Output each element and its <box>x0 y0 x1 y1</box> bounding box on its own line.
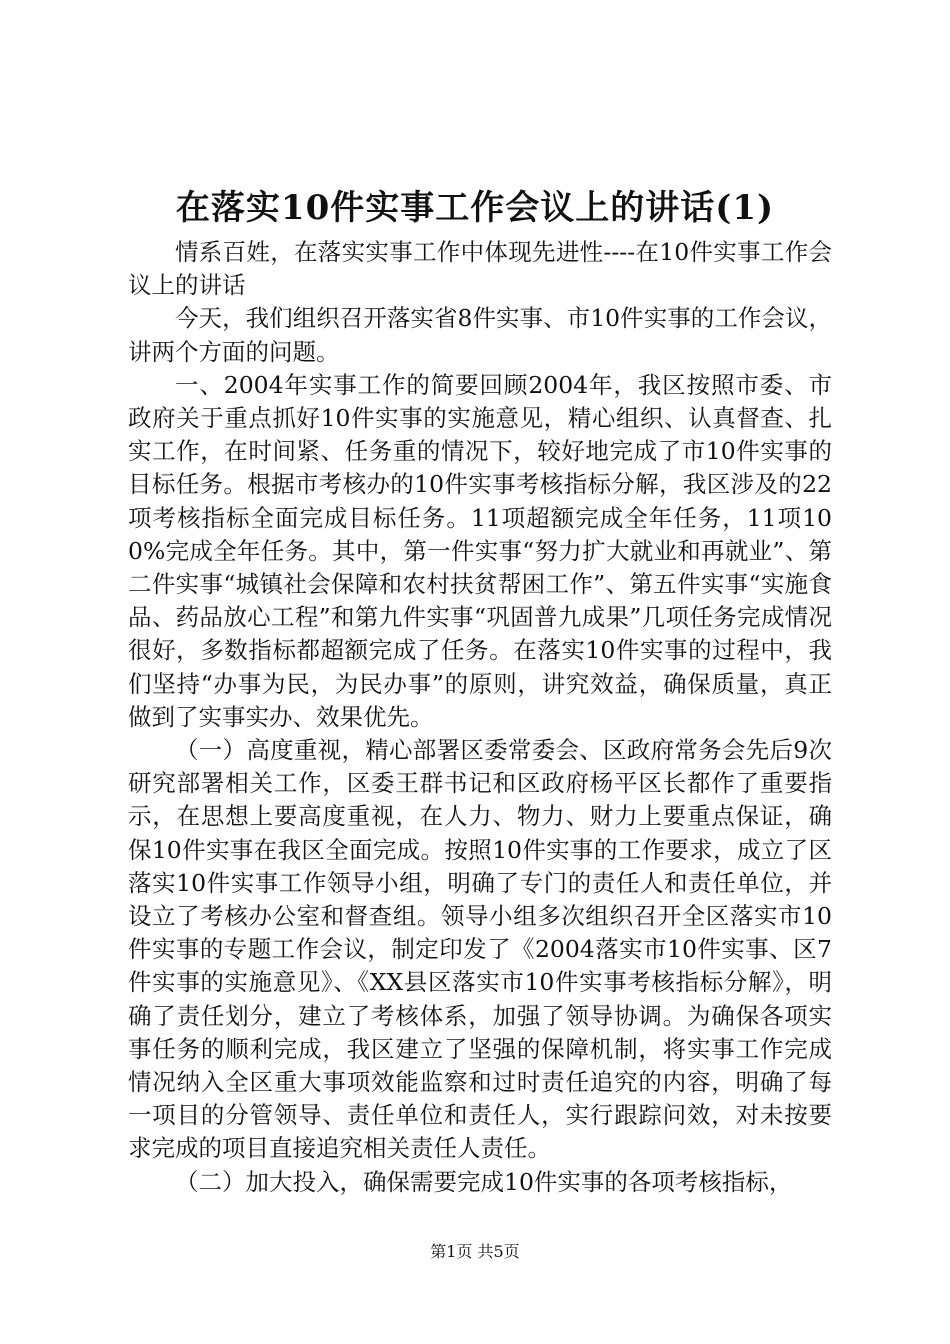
paragraph-3: 一、2004年实事工作的简要回顾2004年，我区按照市委、市政府关于重点抓好10件实事的实施意见，精心组织、认真督查、扎实工作，在时间紧、任务重的情况下，较好地完成了市10件实事的目标任务。根据市考核办的10件实事考核指标分解，我区涉及的22项考核指标全面完成目标任务。11项超额完成全年任务，11项100%完成全年任务。其中，第一件实事“努力扩大就业和再就业”、第二件实事“城镇社会保障和农村扶贫帮困工作”、第五件实事“实施食品、药品放心工程”和第九件实事“巩固普九成果”几项任务完成情况很好，多数指标都超额完成了任务。在落实10件实事的过程中，我们坚持“办事为民，为民办事”的原则，讲究效益，确保质量，真正做到了实事实办、效果优先。 <box>128 370 832 731</box>
paragraph-5: （二）加大投入，确保需要完成10件实事的各项考核指标， <box>175 1167 793 1196</box>
paragraph-2: 今天，我们组织召开落实省8件实事、市10件实事的工作会议，讲两个方面的问题。 <box>128 304 832 366</box>
document-body <box>128 236 832 1199</box>
page-number-footer: 第1页 共5页 <box>430 1242 520 1261</box>
paragraph-1: 情系百姓，在落实实事工作中体现先进性----在10件实事工作会议上的讲话 <box>128 238 832 300</box>
document-title: 在落实10件实事工作会议上的讲话(1) <box>175 188 775 228</box>
paragraph-4: （一）高度重视，精心部署区委常委会、区政府常务会先后9次研究部署相关工作，区委王群书记和区政府杨平区长都作了重要指示，在思想上要高度重视，在人力、物力、财力上要重点保证，确保10件实事在我区全面完成。按照10件实事的工作要求，成立了区落实10件实事工作领导小组，明确了专门的责任人和责任单位，并设立了考核办公室和督查组。领导小组多次组织召开全区落实市10件实事的专题工作会议，制定印发了《2004落实市10件实事、区7件实事的实施意见》、《XX县区落实市10件实事考核指标分解》，明确了责任划分，建立了考核体系，加强了领导协调。为确保各项实事任务的顺利完成，我区建立了坚强的保障机制，将实事工作完成情况纳入全区重大事项效能监察和过时责任追究的内容，明确了每一项目的分管领导、责任单位和责任人，实行跟踪问效，对未按要求完成的项目直接追究相关责任人责任。 <box>128 736 832 1163</box>
